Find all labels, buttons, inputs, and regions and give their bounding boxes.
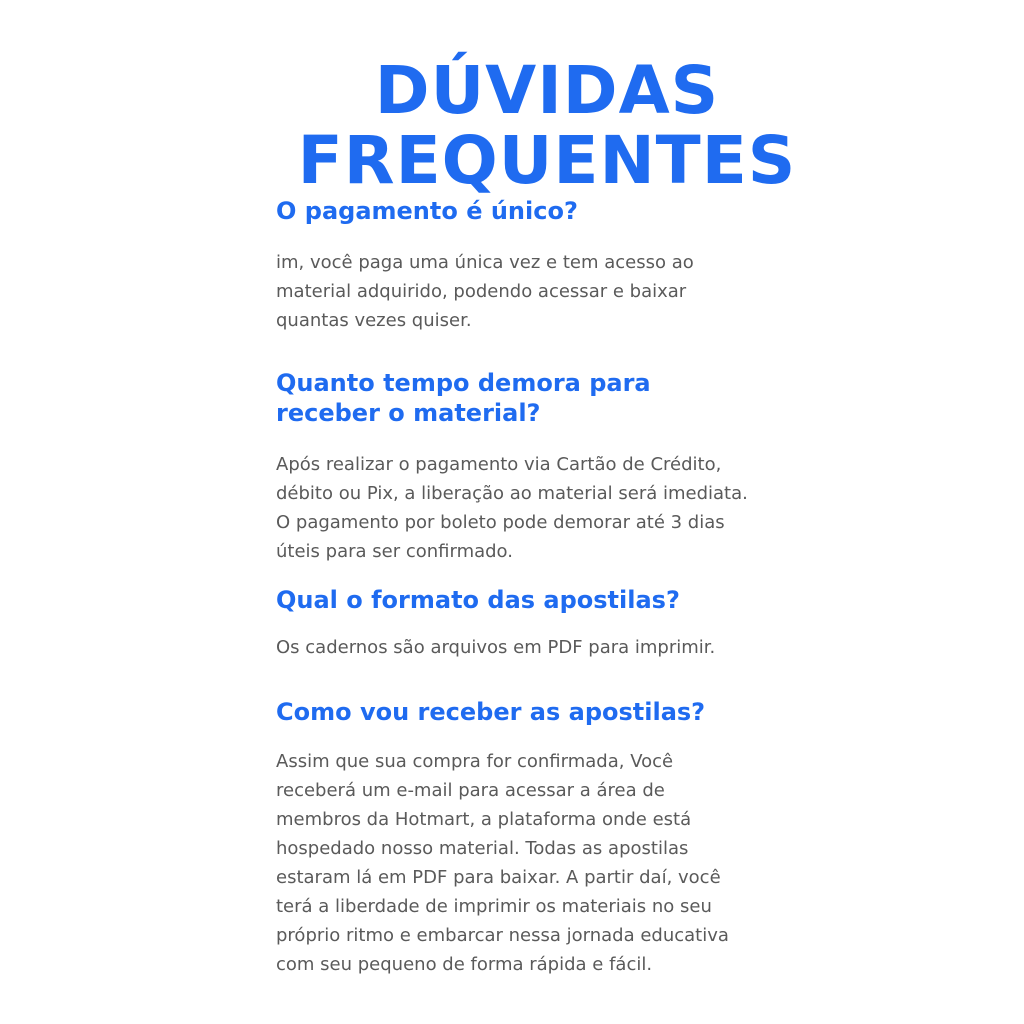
faq-question: Quanto tempo demora para receber o material? xyxy=(276,369,651,427)
faq-answer: Após realizar o pagamento via Cartão de Crédito, débito ou Pix, a liberação ao material será imediata. O pagamento por boleto pode demorar até 3 dias úteis para ser confirmado. xyxy=(276,454,748,562)
faq-item-delivery-time xyxy=(276,368,836,566)
faq-question: O pagamento é único? xyxy=(276,197,578,225)
faq-answer: im, você paga uma única vez e tem acesso ao material adquirido, podendo acessar e baixar quantas vezes quiser. xyxy=(276,252,694,331)
faq-item-format xyxy=(276,585,836,662)
faq-item-how-to-receive xyxy=(276,697,836,979)
faq-item-payment xyxy=(276,196,836,335)
faq-question: Como vou receber as apostilas? xyxy=(276,698,706,726)
faq-question: Qual o formato das apostilas? xyxy=(276,586,680,614)
page-title-line-1: DÚVIDAS xyxy=(374,52,720,130)
page-title xyxy=(0,52,1024,200)
faq-answer: Os cadernos são arquivos em PDF para imprimir. xyxy=(276,637,716,658)
page-title-line-2: FREQUENTES xyxy=(297,122,797,200)
faq-answer: Assim que sua compra for confirmada, Você receberá um e-mail para acessar a área de membros da Hotmart, a plataforma onde está hospedado nosso material. Todas as apostilas estaram lá em PDF para baixar. A partir daí, você terá a liberdade de imprimir os materiais no seu próprio ritmo e embarcar nessa jornada educativa com seu pequeno de forma rápida e fácil. xyxy=(276,751,729,975)
